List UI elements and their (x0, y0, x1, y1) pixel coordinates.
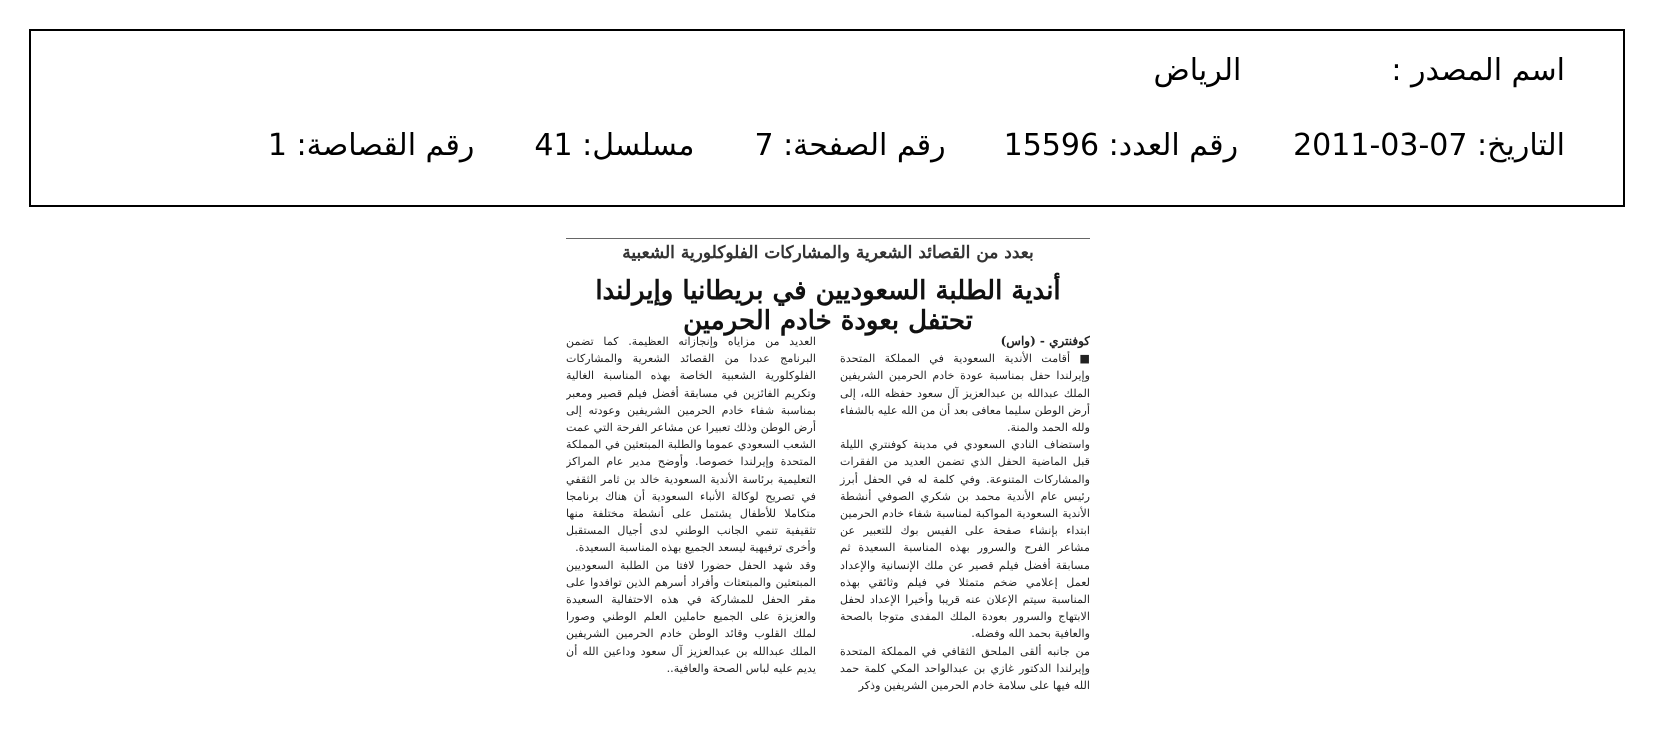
article-dateline: كوفنتري - (واس) (1000, 334, 1090, 348)
source-row (1154, 51, 1565, 91)
article-paragraph: العديد من مزاياه وإنجازاته العظيمة. كما تضمن البرنامج عددا من القصائد الشعرية والمشاركات الفلوكلورية الشعبية الخاصة بهذه المناسبة الغالية وتكريم الفائزين في مسابقة أفضل فيلم قصير ومعبر بمناسبة شفاء خادم الحرمين الشريفين وعودته إلى أرض الوطن وذلك تعبيرا عن مشاعر الفرحة التي عمت الشعب السعودي عموما والطلبة المبتعثين في المملكة المتحدة وإيرلندا خصوصا. وأوضح مدير عام المراكز التعليمية برئاسة الأندية السعودية خالد بن ثامر الثقفي في تصريح لوكالة الأنباء السعودية أن هناك برنامجا متكاملا للأطفال يشتمل على أنشطة مختلفة منها تثقيفية تنمي الجانب الوطني لدى أجيال المستقبل وأخرى ترفيهية ليسعد الجميع بهذه المناسبة السعيدة. (566, 335, 816, 555)
newspaper-clipping (566, 238, 1090, 716)
page-field: رقم الصفحة: 7 (754, 128, 946, 163)
clip-number-field: رقم القصاصة: 1 (267, 128, 475, 163)
article-headline: أندية الطلبة السعوديين في بريطانيا وإيرلندا تحتفل بعودة خادم الحرمين (595, 276, 1061, 336)
article-column-right (840, 333, 1090, 694)
details-row (268, 126, 1565, 166)
article-column-left (566, 333, 816, 677)
source-label: اسم المصدر : (1391, 53, 1565, 88)
date-field: التاريخ: 07-03-2011 (1293, 128, 1565, 163)
article-paragraph: من جانبه ألقى الملحق الثقافي في المملكة المتحدة وإيرلندا الدكتور غازي بن عبدالواحد المكي كلمة حمد الله فيها على سلامة خادم الحرمين الشريفين وذكر (840, 644, 1090, 693)
article-paragraph: واستضاف النادي السعودي في مدينة كوفنتري الليلة قبل الماضية الحفل الذي تضمن العديد من الفقرات والمشاركات المتنوعة. وفي كلمة له في الحفل أبرز رئيس عام الأندية محمد بن شكري الصوفي أنشطة الأندية السعودية المواكبة لمناسبة شفاء خادم الحرمين ابتداء بإنشاء صفحة على الفيس بوك للتعبير عن مشاعر الفرح والسرور بهذه المناسبة السعيدة ثم مسابقة أفضل فيلم قصير عن ملك الإنسانية والإعداد لعمل إعلامي ضخم متمثلا في فيلم وثائقي بهذه المناسبة سيتم الإعلان عنه قريبا وأخيرا الإعداد لحفل الابتهاج والسرور بعودة الملك المفدى متوجا بالصحة والعافية بحمد الله وفضله. (840, 438, 1090, 641)
serial-field: مسلسل: 41 (534, 128, 695, 163)
article-paragraph: ■ أقامت الأندية السعودية في المملكة المتحدة وإيرلندا حفل بمناسبة عودة خادم الحرمين الشريفين الملك عبدالله بن عبدالعزيز آل سعود حفظه الله، إلى أرض الوطن سليما معافى بعد أن من الله عليه بالشفاء ولله الحمد والمنة. (840, 352, 1090, 435)
clipping-top-rule (566, 238, 1090, 239)
article-paragraph: وقد شهد الحفل حضورا لافتا من الطلبة السعوديين المبتعثين والمبتعثات وأفراد أسرهم الذين توافدوا على مقر الحفل للمشاركة في هذه الاحتفالية السعيدة والعزيزة على الجميع حاملين العلم الوطني وصورا لملك القلوب وقائد الوطن خادم الحرمين الشريفين الملك عبدالله بن عبدالعزيز آل سعود وداعين الله أن يديم عليه لباس الصحة والعافية.. (566, 558, 816, 675)
article-kicker: بعدد من القصائد الشعرية والمشاركات الفلوكلورية الشعبية (622, 243, 1034, 263)
metadata-header-box (29, 29, 1625, 207)
issue-field: رقم العدد: 15596 (1003, 128, 1239, 163)
source-value: الرياض (1153, 53, 1242, 88)
